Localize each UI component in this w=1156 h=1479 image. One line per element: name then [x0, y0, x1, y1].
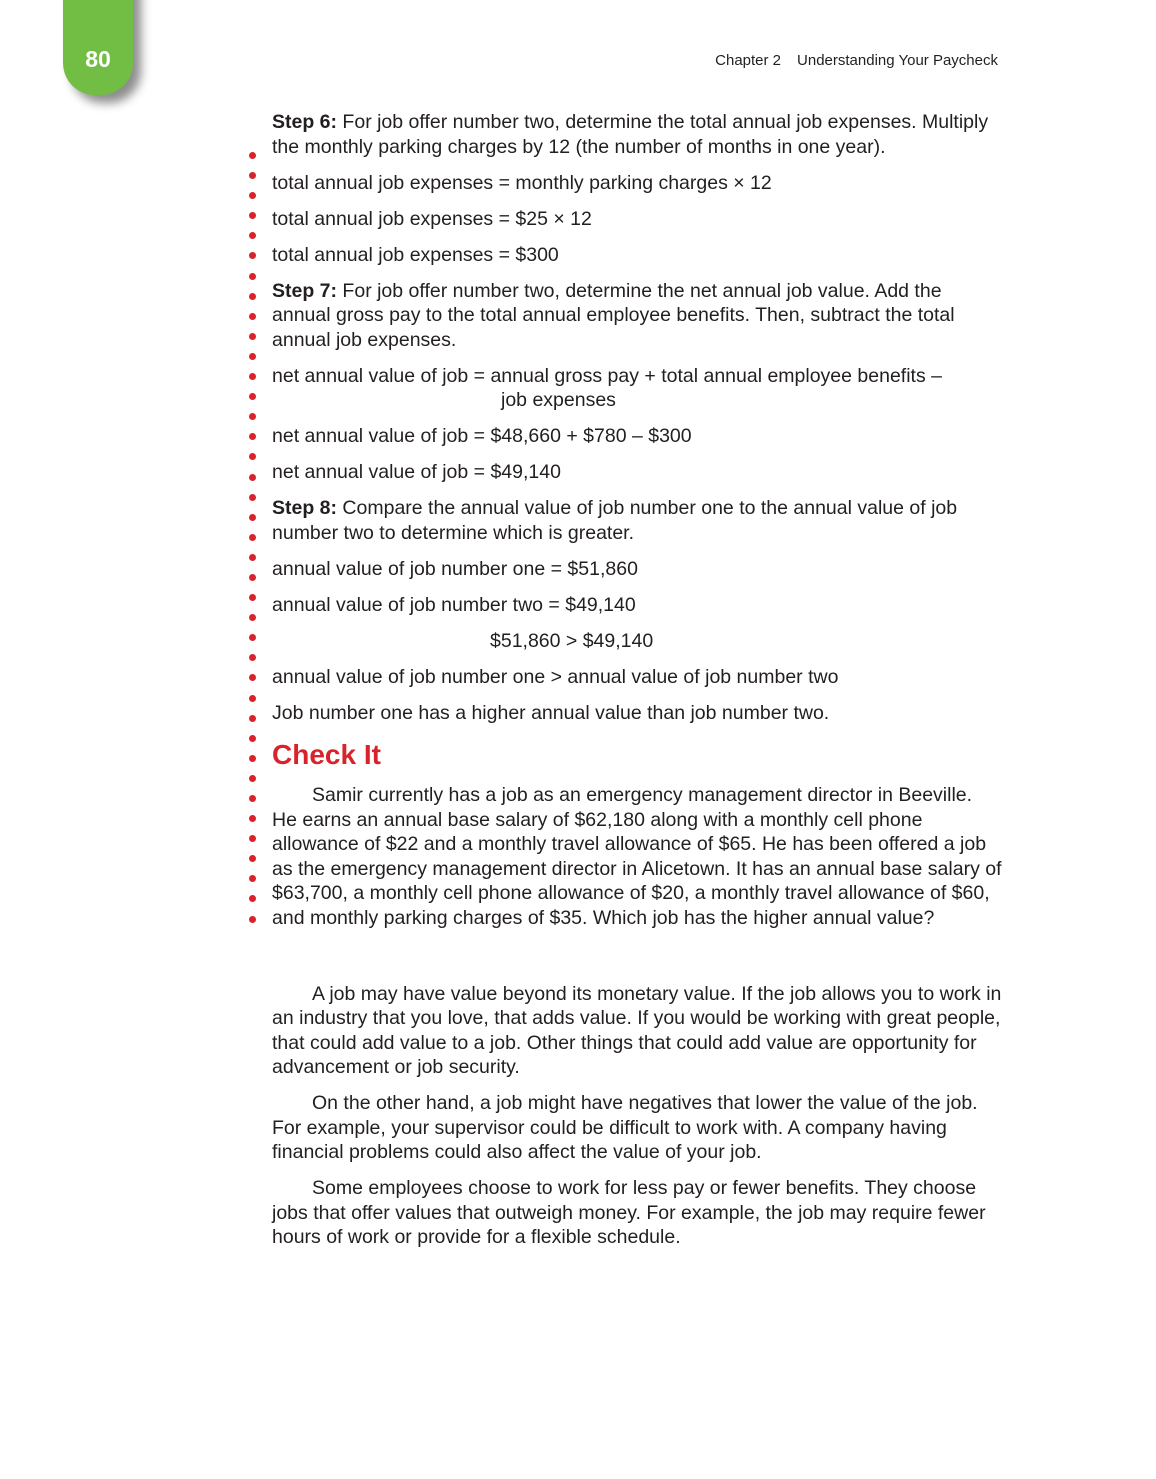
check-it-problem: Samir currently has a job as an emergency management director in Beeville. He earns an annual base salary of $62,180 along with a monthly cell phone allowance of $22 and a monthly travel allowance of $65. He has been offered a job as the emergency management director in Alicetown. It has an annual base salary of $63,700, a monthly cell phone allowance of $20, a monthly travel allowance of $60, and monthly parking charges of $35. Which job has the higher annual value?	[272, 784, 1002, 929]
step-7: Step 7: For job offer number two, determine the net annual job value. Add the annual gross pay to the total annual employee benefits. Then, subtract the total annual job expenses.	[272, 279, 955, 351]
step-label: Step 7:	[272, 279, 338, 302]
dot-icon	[249, 895, 256, 902]
dot-icon	[249, 695, 256, 702]
step-6: Step 6: For job offer number two, determine the total annual job expenses. Multiply the monthly parking charges by 12 (the number of months in one year).	[272, 111, 989, 158]
dot-icon	[249, 172, 256, 179]
equation: annual value of job number two = $49,140	[272, 593, 636, 616]
page-number: 80	[85, 46, 111, 72]
dot-icon	[249, 534, 256, 541]
dot-icon	[249, 916, 256, 923]
dot-icon	[249, 855, 256, 862]
dot-icon	[249, 835, 256, 842]
dot-icon	[249, 333, 256, 340]
dot-icon	[249, 313, 256, 320]
dotted-margin-rule	[249, 152, 257, 936]
dot-icon	[249, 393, 256, 400]
dot-icon	[249, 735, 256, 742]
page-number-tab	[63, 0, 133, 95]
chapter-label: Chapter 2	[715, 52, 782, 69]
dot-icon	[249, 554, 256, 561]
dot-icon	[249, 293, 256, 300]
dot-icon	[249, 373, 256, 380]
dot-icon	[249, 192, 256, 199]
equation: total annual job expenses = $300	[272, 243, 559, 266]
body-paragraph: Some employees choose to work for less pay or fewer benefits. They choose jobs that offer values that outweigh money. For example, the job may require fewer hours of work or provide for a flexible schedule.	[272, 1177, 986, 1248]
dot-icon	[249, 152, 256, 159]
step-label: Step 8:	[272, 497, 338, 519]
dot-icon	[249, 353, 256, 360]
equation: total annual job expenses = monthly parking charges × 12	[272, 171, 772, 194]
dot-icon	[249, 715, 256, 722]
dot-icon	[249, 594, 256, 601]
equation-multiline: net annual value of job = annual gross pay + total annual employee benefits – job expenses	[272, 364, 942, 411]
dot-icon	[249, 232, 256, 239]
dot-icon	[249, 453, 256, 460]
dot-icon	[249, 252, 256, 259]
dot-icon	[249, 273, 256, 280]
main-content	[272, 110, 1002, 1261]
dot-icon	[249, 433, 256, 440]
dot-icon	[249, 654, 256, 661]
dot-icon	[249, 815, 256, 822]
running-head	[715, 52, 998, 69]
equation: annual value of job number one > annual value of job number two	[272, 665, 839, 688]
dot-icon	[249, 634, 256, 641]
dot-icon	[249, 674, 256, 681]
dot-icon	[249, 875, 256, 882]
step-8: Step 8: Compare the annual value of job number one to the annual value of job number two to determine which is greater.	[272, 497, 958, 544]
check-it-heading: Check It	[272, 739, 381, 770]
dot-icon	[249, 775, 256, 782]
chapter-title: Understanding Your Paycheck	[797, 52, 998, 69]
dot-icon	[249, 494, 256, 501]
dot-icon	[249, 474, 256, 481]
equation: total annual job expenses = $25 × 12	[272, 207, 592, 230]
dot-icon	[249, 755, 256, 762]
dot-icon	[249, 514, 256, 521]
body-paragraph: A job may have value beyond its monetary value. If the job allows you to work in an industry that you love, that adds value. If you would be working with great people, that could add value to a job. Other things that could add value are opportunity for advancement or job security.	[272, 982, 1002, 1078]
comparison: $51,860 > $49,140	[490, 629, 654, 652]
dot-icon	[249, 795, 256, 802]
dot-icon	[249, 574, 256, 581]
equation: net annual value of job = $48,660 + $780 – $300	[272, 425, 692, 447]
equation: annual value of job number one = $51,860	[272, 557, 638, 580]
step-label: Step 6:	[272, 111, 338, 133]
conclusion: Job number one has a higher annual value than job number two.	[272, 701, 830, 724]
dot-icon	[249, 413, 256, 420]
dot-icon	[249, 614, 256, 621]
equation: net annual value of job = $49,140	[272, 461, 561, 483]
dot-icon	[249, 212, 256, 219]
body-paragraph: On the other hand, a job might have negatives that lower the value of the job. For example, your supervisor could be difficult to work with. A company having financial problems could also affect the value of your job.	[272, 1092, 978, 1163]
